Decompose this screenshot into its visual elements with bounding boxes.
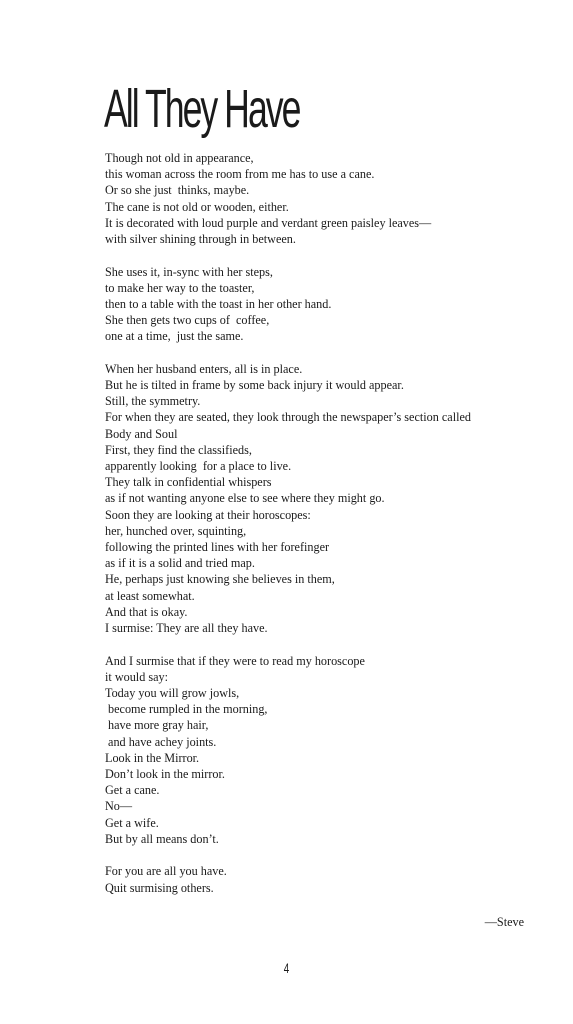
- poem-line: And I surmise that if they were to read my horoscope: [105, 653, 365, 668]
- poem-stanza: [105, 150, 545, 247]
- poem-line: When her husband enters, all is in place.: [105, 361, 303, 376]
- poem-line: Get a wife.: [105, 815, 159, 830]
- poem-line: Body and Soul: [105, 426, 178, 441]
- poem-stanza: [105, 653, 545, 847]
- poem-line: First, they find the classifieds,: [105, 442, 252, 457]
- poem-line: apparently looking for a place to live.: [105, 459, 292, 474]
- poem-line: have more gray hair,: [105, 718, 209, 733]
- page-number: 4: [283, 960, 290, 976]
- poem-line: this woman across the room from me has to use a cane.: [105, 167, 375, 182]
- poem-line: become rumpled in the morning,: [105, 702, 268, 717]
- poem-line: following the printed lines with her forefinger: [105, 540, 330, 555]
- poem-stanza: [105, 361, 545, 636]
- poem-title: All They Have: [104, 79, 300, 139]
- poem-line: It is decorated with loud purple and verdant green paisley leaves—: [105, 215, 432, 230]
- poem-line: Still, the symmetry.: [105, 394, 201, 409]
- poem-line: with silver shining through in between.: [105, 232, 296, 247]
- poem-line: Don’t look in the mirror.: [105, 767, 225, 781]
- poem-stanza: [105, 863, 545, 895]
- poem-line: And that is okay.: [105, 604, 188, 619]
- poem-line: Get a cane.: [105, 783, 160, 798]
- poem-body: [105, 150, 545, 912]
- poem-line: They talk in confidential whispers: [105, 475, 272, 490]
- poem-line: He, perhaps just knowing she believes in them,: [105, 572, 335, 587]
- poem-line: Quit surmising others.: [105, 880, 214, 895]
- poem-line: it would say:: [105, 669, 168, 684]
- poem-line: She uses it, in-sync with her steps,: [105, 264, 273, 279]
- poem-line: But he is tilted in frame by some back injury it would appear.: [105, 378, 404, 393]
- poem-line: as if not wanting anyone else to see where they might go.: [105, 491, 385, 506]
- poem-line: Or so she just thinks, maybe.: [105, 183, 250, 198]
- author-signature: —Steve: [484, 915, 524, 929]
- poem-line: at least somewhat.: [105, 588, 195, 603]
- poem-line: But by all means don’t.: [105, 831, 219, 846]
- poem-line: one at a time, just the same.: [105, 329, 244, 344]
- poem-line: Today you will grow jowls,: [105, 685, 240, 700]
- poem-stanza: [105, 264, 545, 345]
- poem-line: and have achey joints.: [105, 734, 217, 749]
- poem-line: Though not old in appearance,: [105, 151, 254, 165]
- poem-line: No—: [105, 799, 133, 814]
- poem-line: her, hunched over, squinting,: [105, 523, 247, 538]
- poem-line: as if it is a solid and tried map.: [105, 556, 255, 571]
- poem-line: I surmise: They are all they have.: [105, 621, 268, 636]
- poem-line: Look in the Mirror.: [105, 750, 200, 765]
- poem-line: For when they are seated, they look through the newspaper’s section called: [105, 410, 471, 425]
- poem-line: Soon they are looking at their horoscopes:: [105, 507, 311, 522]
- poem-line: then to a table with the toast in her other hand.: [105, 296, 332, 311]
- poem-line: She then gets two cups of coffee,: [105, 313, 270, 328]
- poem-line: For you are all you have.: [105, 864, 227, 879]
- poem-line: The cane is not old or wooden, either.: [105, 199, 289, 214]
- poem-line: to make her way to the toaster,: [105, 280, 255, 295]
